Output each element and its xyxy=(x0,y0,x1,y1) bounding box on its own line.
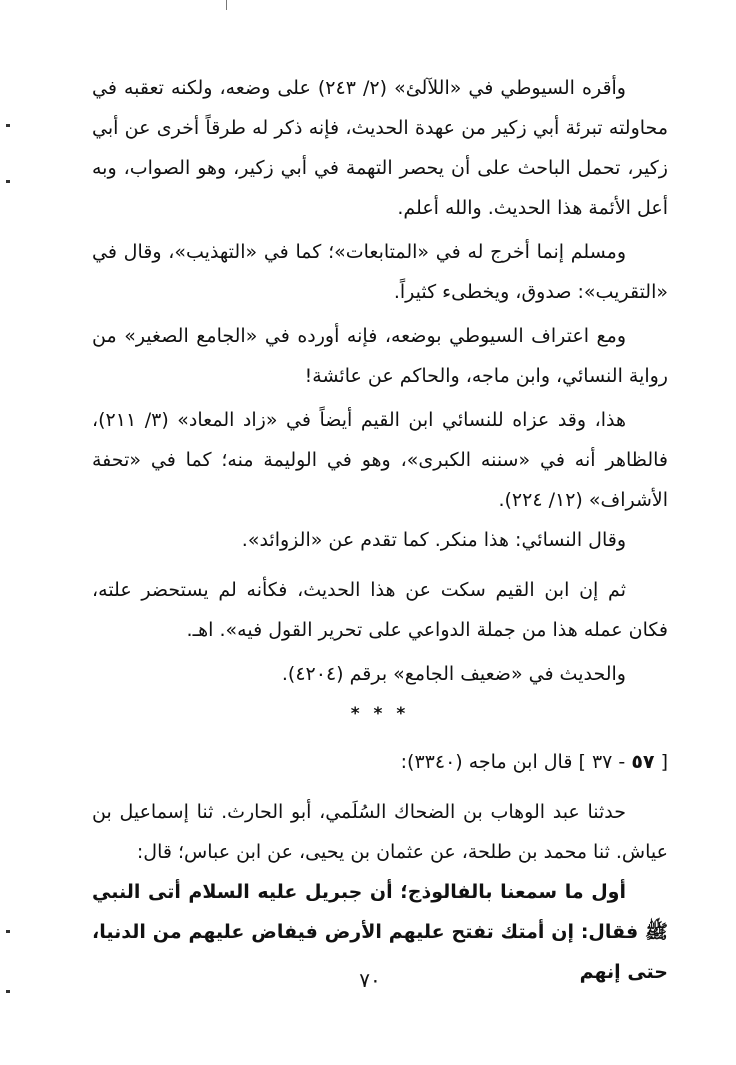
isnad-text: حدثنا عبد الوهاب بن الضحاك السُلَمي، أبو الحارث. ثنا إسماعيل بن عياش. ثنا محمد بن طلحة، عن عثمان بن يحيى، عن ابن عباس؛ قال: xyxy=(92,801,668,863)
paragraph-text: هذا، وقد عزاه للنسائي ابن القيم أيضاً في «زاد المعاد» (٣/ ٢١١)، فالظاهر أنه في «سننه الكبرى»، وهو في الوليمة منه؛ كما في «تحفة الأشراف» (١٢/ ٢٢٤). xyxy=(92,409,668,511)
scan-mark xyxy=(226,0,227,10)
number-dash: - xyxy=(612,751,626,773)
matn-text: أول ما سمعنا بالفالوذج؛ أن جبريل عليه السلام أتى النبي ﷺ فقال: إن أمتك تفتح عليهم الأرض فيفاض عليهم من الدنيا، حتى إنهم xyxy=(92,881,668,983)
paragraph-4 xyxy=(92,400,668,520)
paragraph-3 xyxy=(92,316,668,396)
hadith-heading xyxy=(92,742,668,782)
paragraph-text: ومع اعتراف السيوطي بوضعه، فإنه أورده في «الجامع الصغير» من رواية النسائي، وابن ماجه، والحاكم عن عائشة! xyxy=(92,325,668,387)
paragraph-text: وأقره السيوطي في «اللآلئ» (٢/ ٢٤٣) على وضعه، ولكنه تعقبه في محاولته تبرئة أبي زكير من عهدة الحديث، فإنه ذكر له طرقاً أخرى عن أبي زكير، تحمل الباحث على أن يحصر التهمة في أبي زكير، وهو الصواب، وبه أعل الأئمة هذا الحديث. والله أعلم. xyxy=(92,77,668,219)
bracket-close: ] xyxy=(578,751,586,773)
paragraph-text: والحديث في «ضعيف الجامع» برقم (٤٢٠٤). xyxy=(281,663,626,685)
paragraph-text: ومسلم إنما أخرج له في «المتابعات»؛ كما في «التهذيب»، وقال في «التقريب»: صدوق، ويخطىء كثيراً. xyxy=(92,241,668,303)
paragraph-6 xyxy=(92,570,668,650)
margin-dot xyxy=(6,990,10,993)
page-number: ٧٠ xyxy=(359,968,381,992)
margin-dot xyxy=(6,930,10,933)
margin-dot xyxy=(6,180,10,183)
hadith-intro: قال ابن ماجه (٣٣٤٠): xyxy=(400,751,573,773)
bracket-open: [ xyxy=(660,751,668,773)
section-separator: * * * xyxy=(350,704,410,724)
margin-dot xyxy=(6,124,10,127)
paragraph-1 xyxy=(92,68,668,228)
hadith-sub-number: ٣٧ xyxy=(591,751,613,773)
paragraph-7 xyxy=(92,654,668,694)
paragraph-text: وقال النسائي: هذا منكر. كما تقدم عن «الزوائد». xyxy=(241,529,626,551)
isnad-paragraph xyxy=(92,792,668,872)
hadith-number: ٥٧ xyxy=(631,751,655,773)
paragraph-2 xyxy=(92,232,668,312)
paragraph-5 xyxy=(92,520,668,560)
paragraph-text: ثم إن ابن القيم سكت عن هذا الحديث، فكأنه لم يستحضر علته، فكان عمله هذا من جملة الدواعي على تحرير القول فيه». اهـ. xyxy=(92,579,668,641)
